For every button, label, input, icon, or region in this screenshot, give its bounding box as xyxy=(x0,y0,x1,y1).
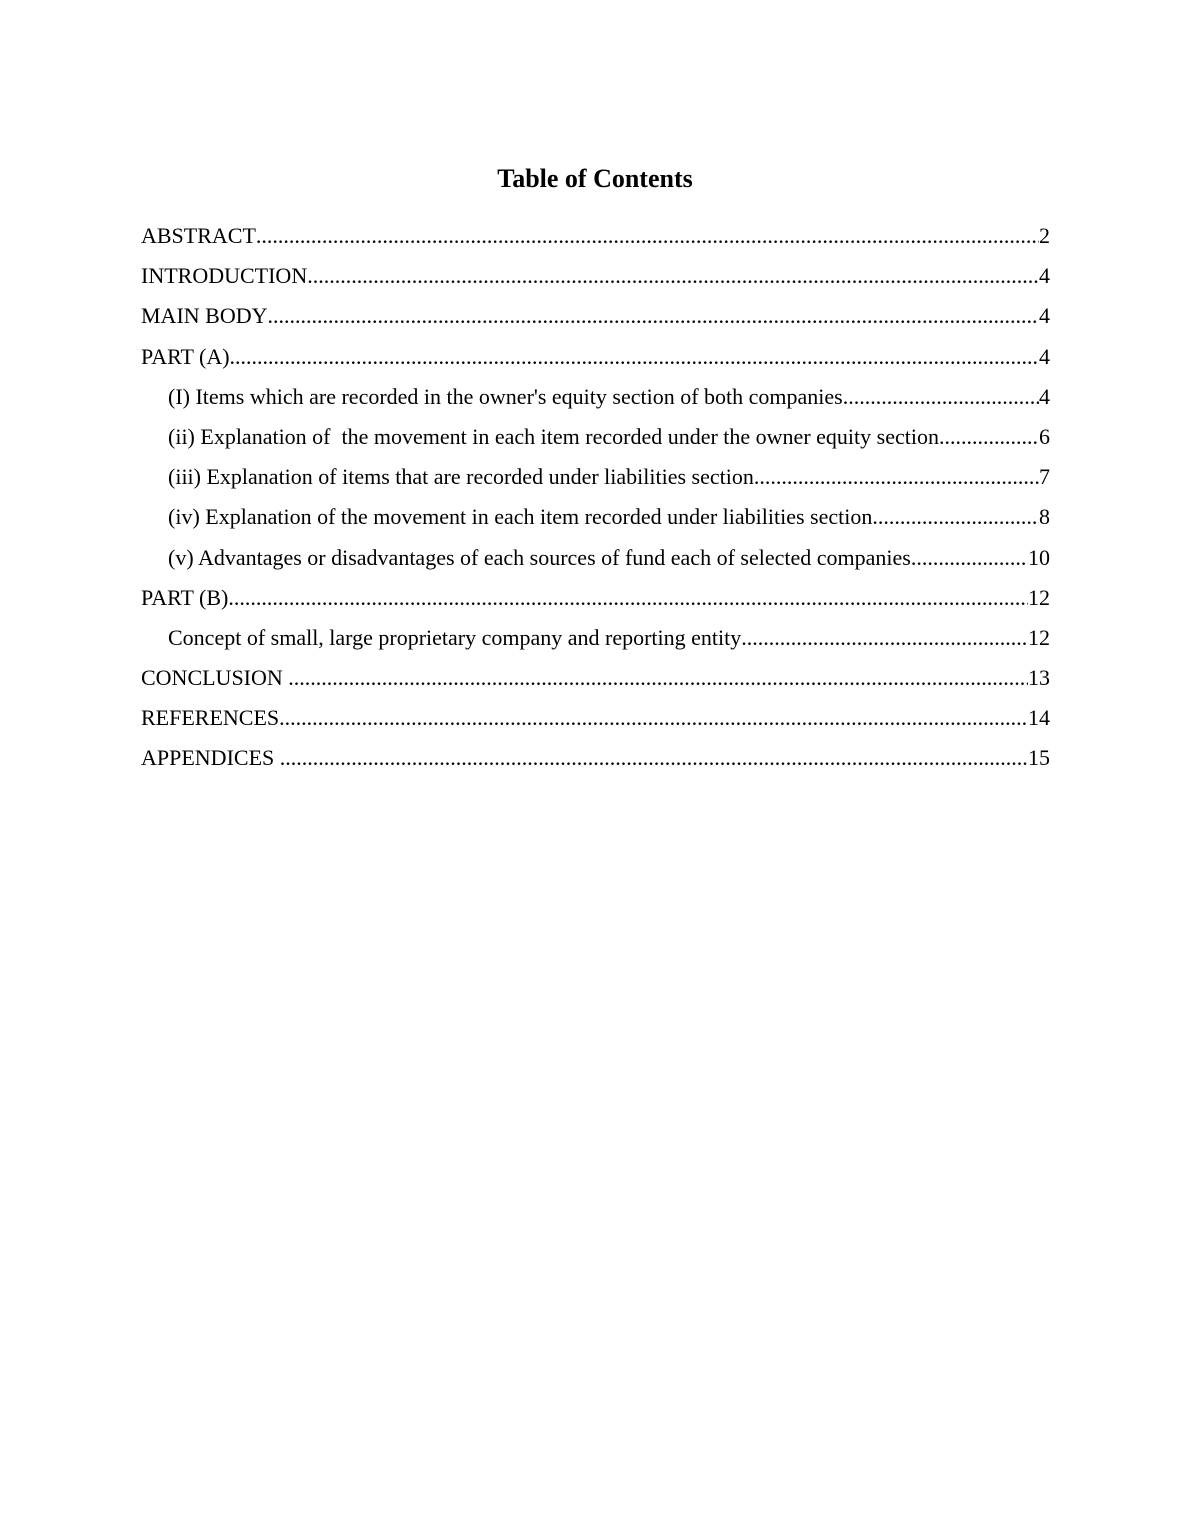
toc-leader-dots xyxy=(288,659,1028,697)
toc-entry-label: CONCLUSION xyxy=(141,665,289,691)
toc-entry-part-a-iii[interactable] xyxy=(141,458,1050,498)
toc-leader-dots xyxy=(230,338,1039,376)
toc-entry-introduction[interactable] xyxy=(141,257,1050,297)
toc-entry-part-a[interactable] xyxy=(141,338,1050,378)
toc-entry-part-a-iv[interactable] xyxy=(141,498,1050,538)
toc-entry-label: (ii) Explanation of the movement in each item recorded under the owner equity section xyxy=(168,423,939,449)
toc-entry-page: 12 xyxy=(1028,624,1050,650)
toc-leader-dots xyxy=(279,699,1028,737)
toc-entry-appendices[interactable] xyxy=(141,739,1050,779)
toc-title: Table of Contents xyxy=(497,164,693,193)
toc-entry-label: PART (B) xyxy=(141,584,229,610)
toc-leader-dots xyxy=(939,418,1039,456)
toc-entry-page: 4 xyxy=(1039,343,1050,369)
toc-leader-dots xyxy=(872,498,1039,536)
toc-entry-page: 14 xyxy=(1028,705,1050,731)
toc-entry-part-b[interactable] xyxy=(141,579,1050,619)
toc-entry-conclusion[interactable] xyxy=(141,659,1050,699)
toc-entry-label: (iii) Explanation of items that are recorded under liabilities section xyxy=(168,464,754,490)
toc-entry-page: 7 xyxy=(1039,464,1050,490)
toc-entry-label: PART (A) xyxy=(141,343,230,369)
toc-entry-page: 8 xyxy=(1039,504,1050,530)
toc-entry-page: 12 xyxy=(1028,584,1050,610)
toc-list xyxy=(141,217,1050,780)
toc-leader-dots xyxy=(268,297,1040,335)
toc-entry-label: REFERENCES xyxy=(141,705,280,731)
toc-entry-page: 4 xyxy=(1039,303,1050,329)
toc-leader-dots xyxy=(754,458,1039,496)
toc-entry-abstract[interactable] xyxy=(141,217,1050,257)
toc-leader-dots xyxy=(228,579,1028,617)
toc-entry-part-a-v[interactable] xyxy=(141,539,1050,579)
toc-entry-references[interactable] xyxy=(141,699,1050,739)
toc-entry-label: (v) Advantages or disadvantages of each sources of fund each of selected companies xyxy=(168,544,911,570)
toc-entry-page: 10 xyxy=(1028,544,1050,570)
toc-entry-label: ABSTRACT xyxy=(141,223,256,248)
toc-entry-label: (iv) Explanation of the movement in each item recorded under liabilities section xyxy=(168,504,873,530)
toc-entry-main-body[interactable] xyxy=(141,297,1050,337)
toc-entry-label: Concept of small, large proprietary company and reporting entity xyxy=(168,624,742,650)
toc-leader-dots xyxy=(256,217,1039,255)
toc-leader-dots xyxy=(911,539,1028,577)
toc-entry-label: INTRODUCTION xyxy=(141,263,308,289)
toc-entry-page: 2 xyxy=(1039,223,1050,248)
toc-entry-page: 15 xyxy=(1028,745,1050,771)
toc-entry-label: MAIN BODY xyxy=(141,303,268,329)
toc-entry-part-a-ii[interactable] xyxy=(141,418,1050,458)
toc-leader-dots xyxy=(741,619,1028,657)
toc-leader-dots xyxy=(280,739,1028,777)
toc-entry-page: 6 xyxy=(1039,423,1050,449)
toc-entry-page: 4 xyxy=(1039,263,1050,289)
toc-entry-part-b-concept[interactable] xyxy=(141,619,1050,659)
toc-entry-label: APPENDICES xyxy=(141,745,280,771)
toc-entry-part-a-i[interactable] xyxy=(141,378,1050,418)
toc-leader-dots xyxy=(307,257,1039,295)
toc-leader-dots xyxy=(843,378,1039,416)
toc-entry-page: 4 xyxy=(1039,383,1050,409)
toc-entry-label: (I) Items which are recorded in the owner's equity section of both companies xyxy=(168,383,843,409)
toc-entry-page: 13 xyxy=(1028,665,1050,691)
